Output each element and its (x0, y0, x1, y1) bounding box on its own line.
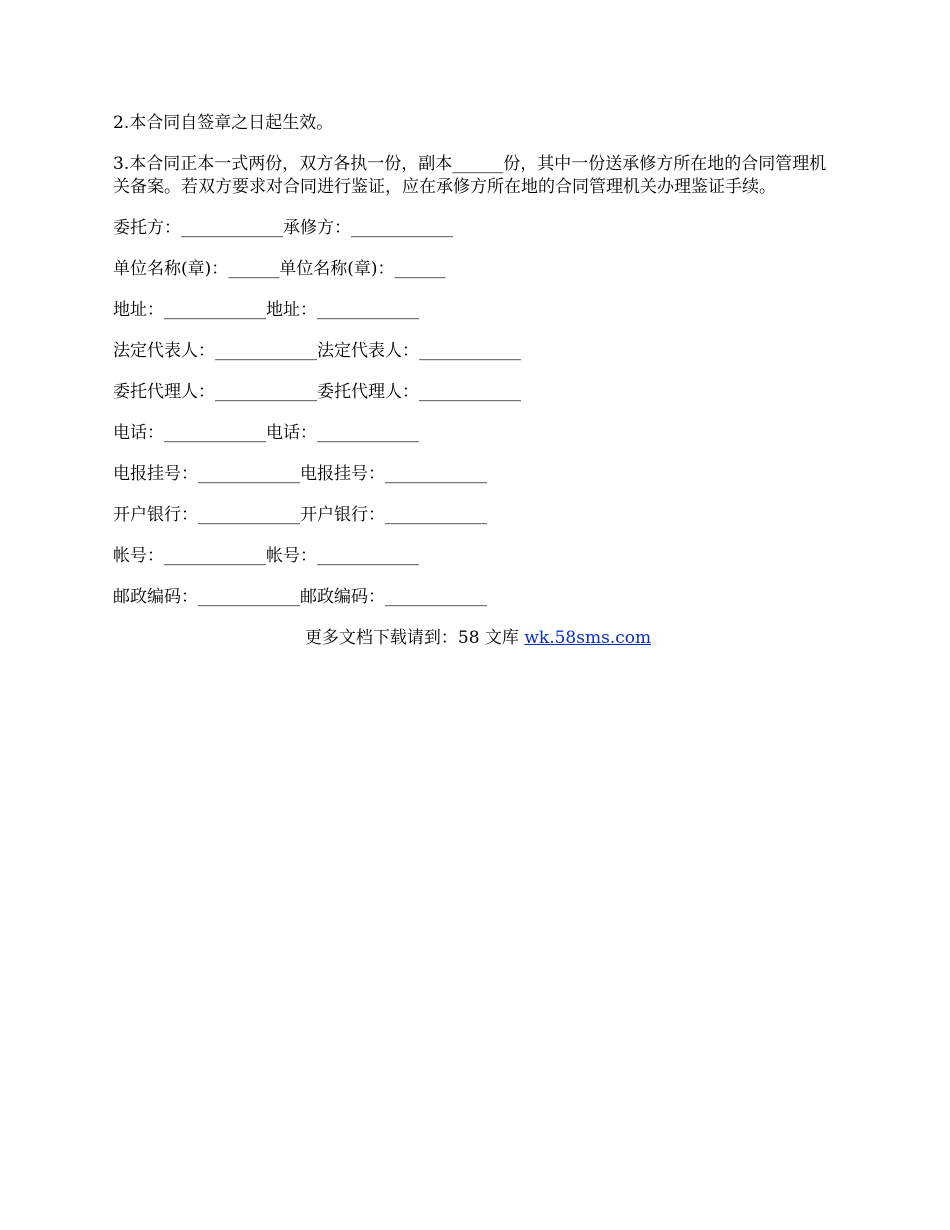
field-party: 委托方：____________承修方：____________ (113, 218, 453, 238)
field-unit-name: 单位名称(章)：______单位名称(章)：______ (113, 259, 446, 279)
document-page (113, 112, 843, 650)
footer (113, 627, 843, 650)
footer-text: 更多文档下载请到：58 文库 (304, 628, 525, 648)
field-postcode: 邮政编码：____________邮政编码：____________ (113, 587, 487, 607)
clause-copies: 3.本合同正本一式两份，双方各执一份，副本______份，其中一份送承修方所在地的合同管理机关备案。若双方要求对合同进行鉴证，应在承修方所在地的合同管理机关办理鉴证手续。 (113, 154, 827, 197)
field-legal-representative: 法定代表人：____________法定代表人：____________ (113, 341, 521, 361)
field-telegram: 电报挂号：____________电报挂号：____________ (113, 464, 487, 484)
footer-link[interactable]: wk.58sms.com (524, 628, 652, 648)
field-bank: 开户银行：____________开户银行：____________ (113, 505, 487, 525)
field-phone: 电话：____________电话：____________ (113, 423, 419, 443)
field-account: 帐号：____________帐号：____________ (113, 546, 419, 566)
clause-effective: 2.本合同自签章之日起生效。 (113, 113, 334, 133)
field-agent: 委托代理人：____________委托代理人：____________ (113, 382, 521, 402)
field-address: 地址：____________地址：____________ (113, 300, 419, 320)
